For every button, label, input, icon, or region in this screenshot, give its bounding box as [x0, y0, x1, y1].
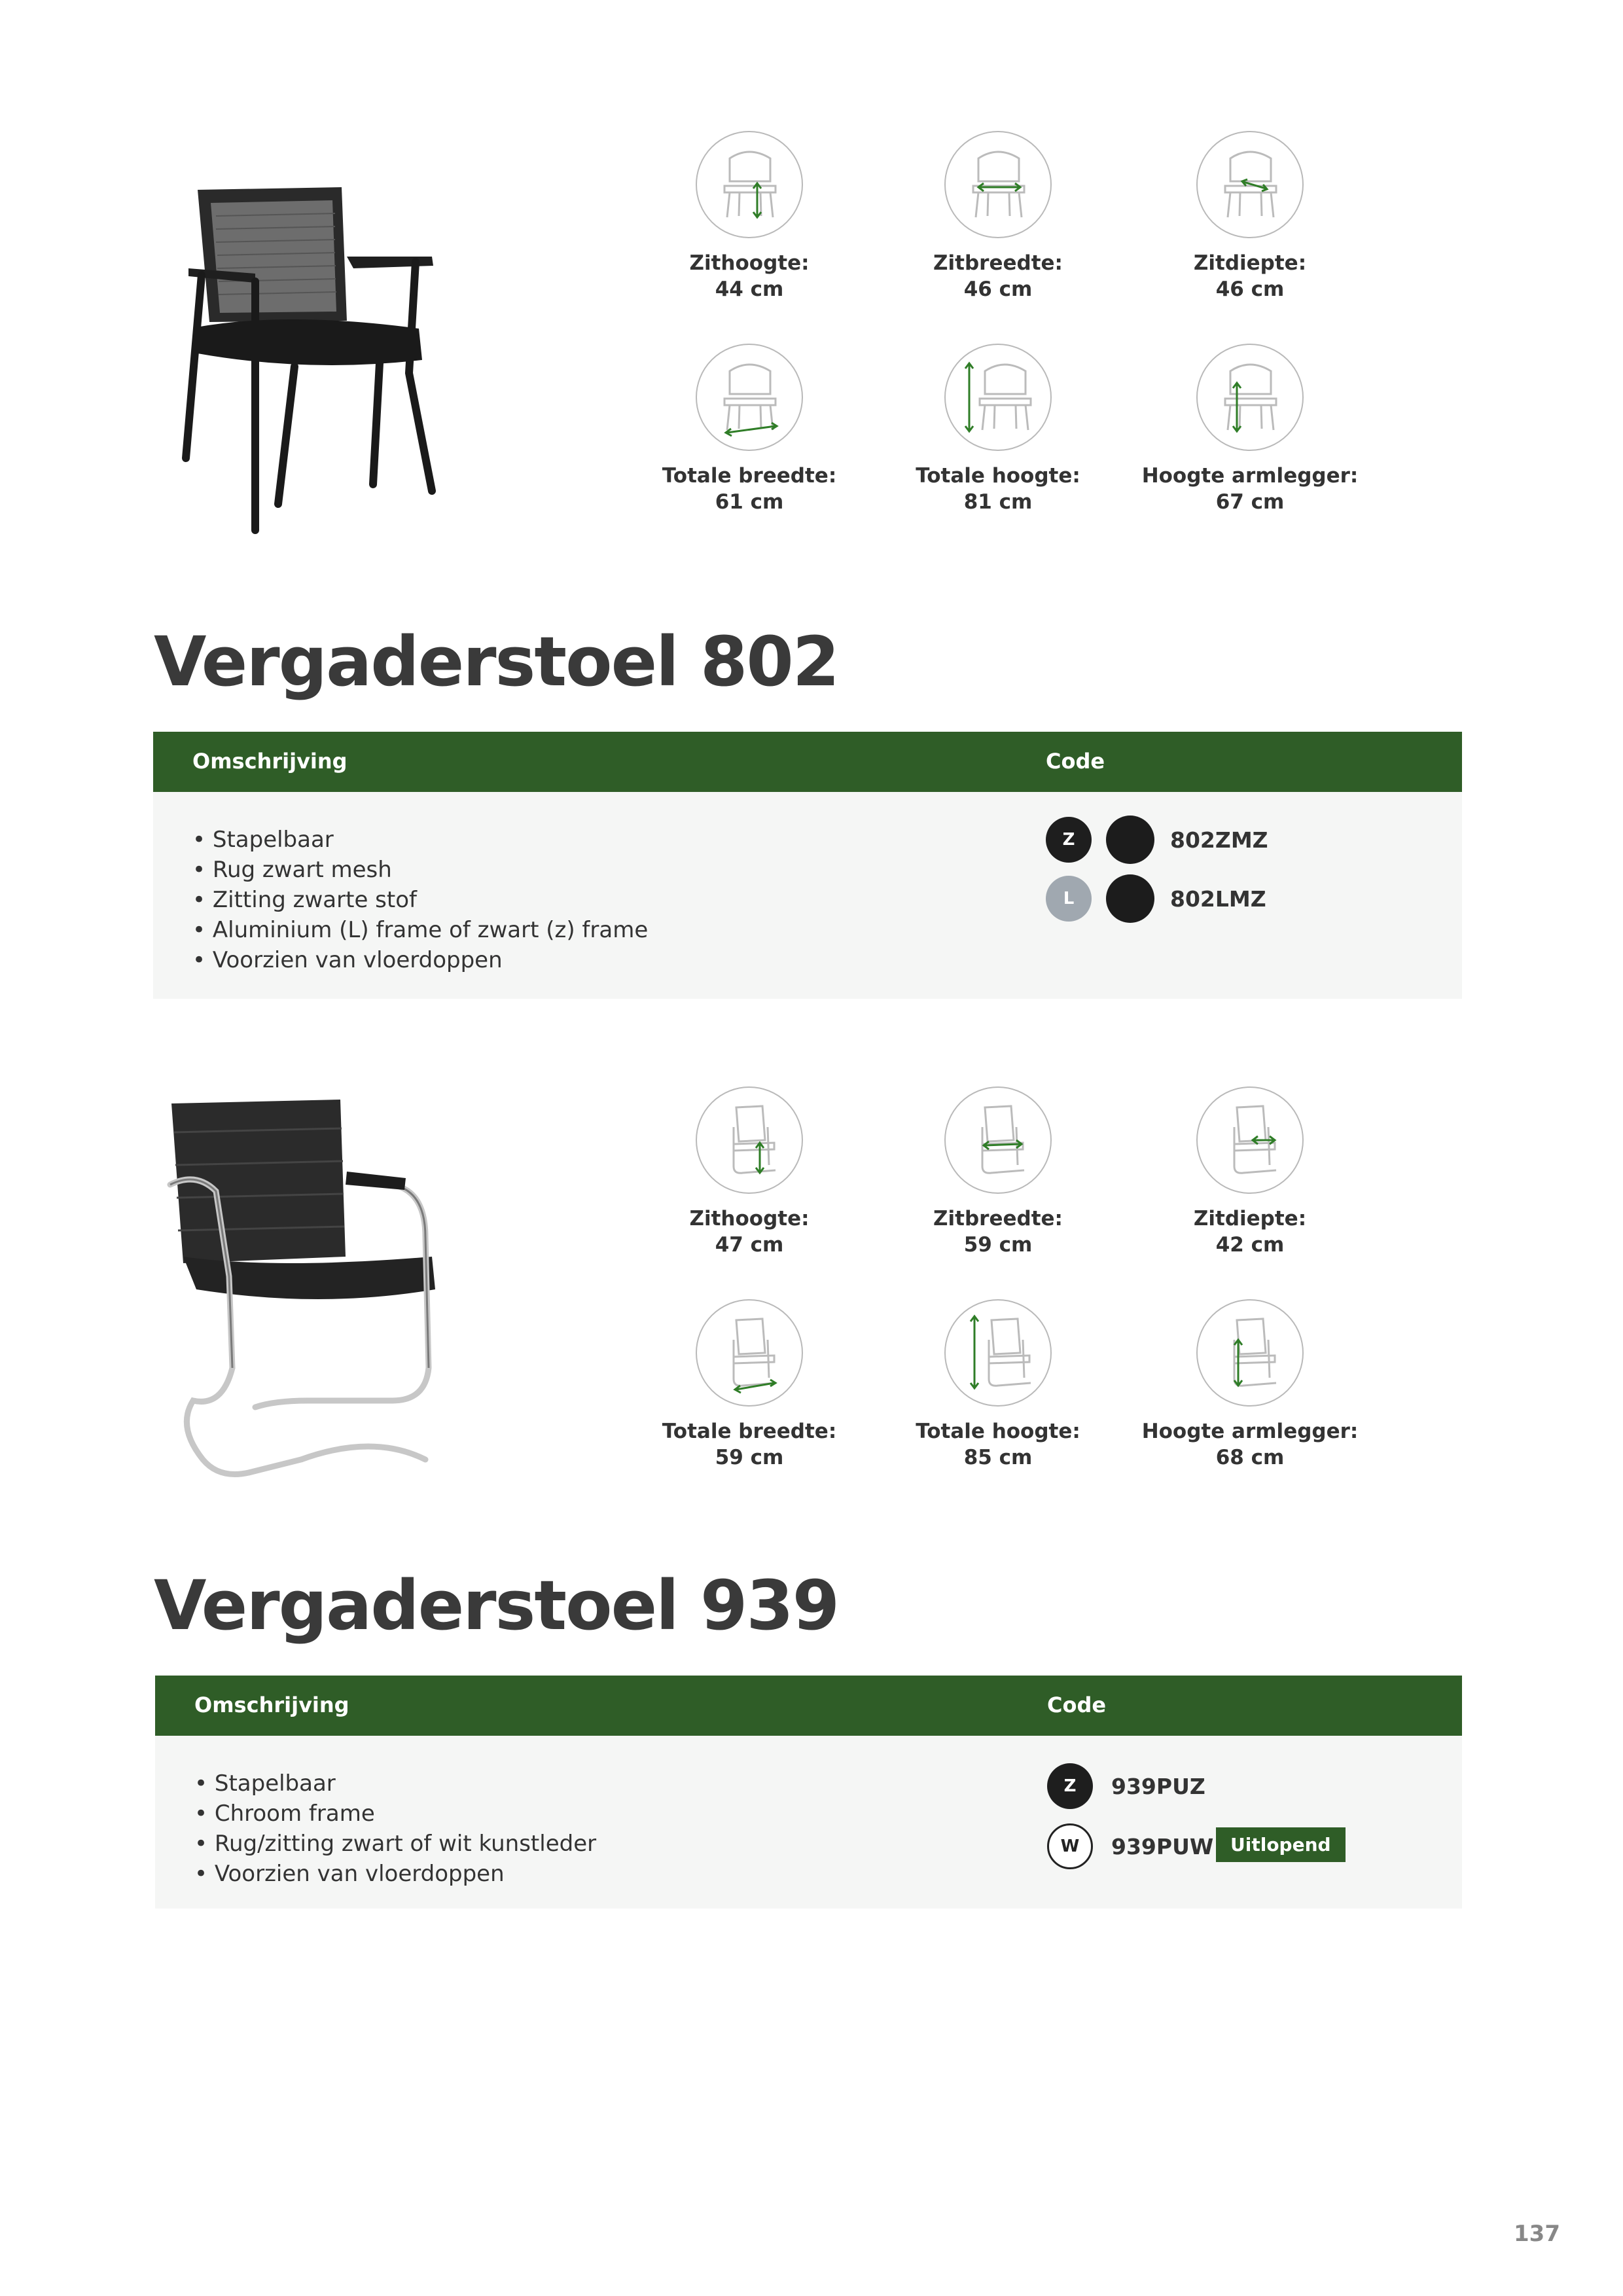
spec-seat-width	[874, 1086, 1122, 1258]
chair-total-width-icon	[696, 344, 803, 451]
code-row	[1046, 873, 1438, 925]
spec-value: 81 cm	[963, 490, 1033, 514]
spec-value: 61 cm	[715, 490, 784, 514]
list-item: • Stapelbaar	[192, 827, 334, 853]
spec-label: Totale breedte:	[662, 1420, 837, 1443]
chair-seat-width-icon	[944, 131, 1052, 238]
spec-label: Zitbreedte:	[933, 251, 1063, 275]
product-title: Vergaderstoel 939	[154, 1566, 839, 1645]
list-item: • Zitting zwarte stof	[192, 887, 417, 913]
spec-total-width	[625, 344, 874, 515]
list-item: • Stapelbaar	[194, 1770, 336, 1797]
chair-total-width-icon	[696, 1299, 803, 1407]
table-header	[155, 1676, 1462, 1736]
col-code-header: Code	[1046, 749, 1105, 774]
col-description-header: Omschrijving	[192, 749, 348, 774]
description-list	[192, 825, 648, 975]
spec-label: Totale hoogte:	[916, 464, 1080, 488]
color-swatch	[1106, 874, 1154, 923]
spec-seat-height	[625, 131, 874, 302]
code-row	[1047, 1821, 1440, 1873]
product-code: 802LMZ	[1170, 886, 1266, 912]
product-title: Vergaderstoel 802	[154, 622, 839, 702]
product-photo-939	[157, 1093, 452, 1486]
list-item: • Voorzien van vloerdoppen	[194, 1861, 505, 1887]
list-item: • Rug/zitting zwart of wit kunstleder	[194, 1831, 597, 1857]
product-code: 939PUZ	[1111, 1774, 1205, 1799]
spec-label: Totale hoogte:	[916, 1420, 1080, 1443]
spec-seat-depth	[1126, 1086, 1374, 1258]
product-table	[155, 1676, 1462, 1909]
frame-badge: Z	[1046, 817, 1092, 863]
spec-total-height	[874, 1299, 1122, 1471]
col-code-header: Code	[1047, 1693, 1107, 1717]
spec-seat-depth	[1126, 131, 1374, 302]
chair-armrest-height-icon	[1196, 344, 1304, 451]
spec-armrest-height	[1126, 1299, 1374, 1471]
spec-total-height	[874, 344, 1122, 515]
spec-label: Totale breedte:	[662, 464, 837, 488]
spec-seat-height	[625, 1086, 874, 1258]
spec-armrest-height	[1126, 344, 1374, 515]
chair-seat-depth-icon	[1196, 131, 1304, 238]
chair-seat-height-icon	[696, 131, 803, 238]
spec-value: 85 cm	[963, 1446, 1033, 1469]
chair-total-height-icon	[944, 1299, 1052, 1407]
product-table	[153, 732, 1462, 999]
spec-value: 44 cm	[715, 278, 784, 301]
spec-seat-width	[874, 131, 1122, 302]
description-list	[194, 1768, 596, 1889]
code-row	[1047, 1761, 1440, 1813]
product-photo-802	[157, 177, 445, 543]
spec-value: 67 cm	[1215, 490, 1285, 514]
spec-label: Zitbreedte:	[933, 1207, 1063, 1230]
chair-seat-width-icon	[944, 1086, 1052, 1194]
color-badge: W	[1047, 1823, 1093, 1869]
code-row	[1046, 814, 1438, 867]
spec-label: Zithoogte:	[689, 1207, 810, 1230]
col-description-header: Omschrijving	[194, 1693, 349, 1717]
spec-label: Zitdiepte:	[1193, 1207, 1307, 1230]
spec-value: 59 cm	[715, 1446, 784, 1469]
status-badge: Uitlopend	[1216, 1827, 1346, 1862]
chair-armrest-height-icon	[1196, 1299, 1304, 1407]
color-swatch	[1106, 816, 1154, 864]
spec-value: 59 cm	[963, 1233, 1033, 1257]
product-code: 939PUW	[1111, 1834, 1214, 1859]
chair-total-height-icon	[944, 344, 1052, 451]
spec-label: Zithoogte:	[689, 251, 810, 275]
spec-value: 46 cm	[963, 278, 1033, 301]
list-item: • Chroom frame	[194, 1801, 375, 1827]
spec-label: Hoogte armlegger:	[1141, 1420, 1359, 1443]
list-item: • Rug zwart mesh	[192, 857, 392, 883]
list-item: • Aluminium (L) frame of zwart (z) frame	[192, 917, 649, 943]
spec-label: Zitdiepte:	[1193, 251, 1307, 275]
spec-value: 47 cm	[715, 1233, 784, 1257]
color-badge: Z	[1047, 1763, 1093, 1809]
chair-seat-depth-icon	[1196, 1086, 1304, 1194]
spec-label: Hoogte armlegger:	[1141, 464, 1359, 488]
chair-seat-height-icon	[696, 1086, 803, 1194]
frame-badge: L	[1046, 876, 1092, 922]
spec-value: 46 cm	[1215, 278, 1285, 301]
spec-total-width	[625, 1299, 874, 1471]
page-number: 137	[1514, 2221, 1560, 2247]
spec-value: 42 cm	[1215, 1233, 1285, 1257]
spec-value: 68 cm	[1215, 1446, 1285, 1469]
product-code: 802ZMZ	[1170, 827, 1268, 853]
list-item: • Voorzien van vloerdoppen	[192, 947, 503, 973]
table-header	[153, 732, 1462, 792]
